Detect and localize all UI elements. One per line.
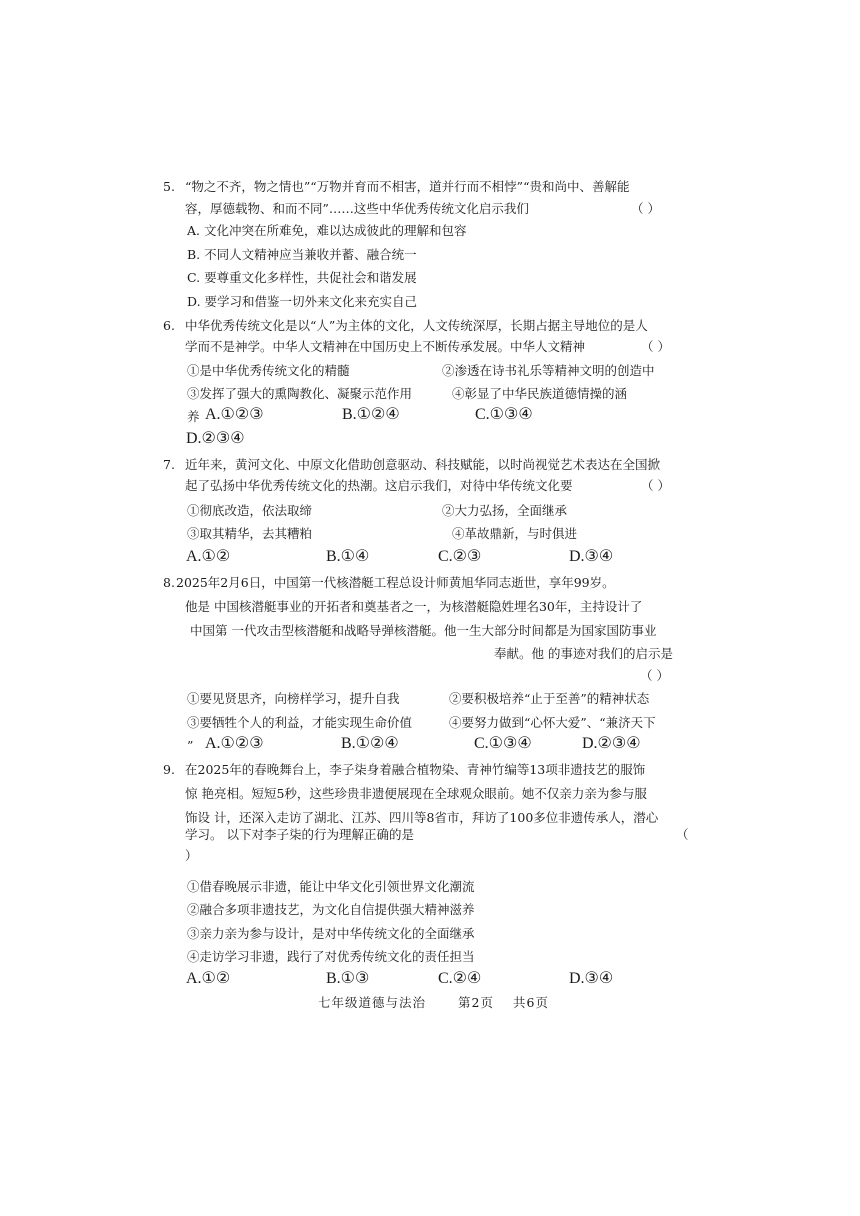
- question-number: 5.: [163, 179, 175, 194]
- answer-paren-close: ）: [185, 848, 198, 863]
- choice-d: D.③④: [569, 548, 614, 565]
- statement-2: ②渗透在诗书礼乐等精神文明的创造中: [442, 363, 655, 378]
- option-a: A. 文化冲突在所难免，难以达成彼此的理解和包容: [187, 223, 467, 238]
- choice-b: B.①④: [326, 548, 370, 565]
- footer-page-number: 第2页: [458, 995, 494, 1010]
- question-stem: 学习。 以下对李子柒的行为理解正确的是: [185, 827, 414, 842]
- answer-paren: （ ）: [631, 201, 660, 216]
- option-b: B. 不同人文精神应当兼收并蓄、融合统一: [187, 247, 417, 262]
- footer-subject: 七年级道德与法治: [318, 995, 427, 1010]
- question-stem: 2025年2月6日，中国第一代核潜艇工程总设计师黄旭华同志逝世，享年99岁。: [176, 575, 615, 590]
- statement-4-continued: ”: [187, 738, 194, 753]
- choice-d: D.②③④: [186, 430, 245, 447]
- choice-c: C.②④: [438, 970, 482, 987]
- choice-d: D.②③④: [582, 735, 641, 752]
- option-c: C. 要尊重文化多样性，共促社会和谐发展: [187, 270, 417, 285]
- choice-d: D.③④: [569, 970, 614, 987]
- question-stem: 惊 艳亮相。短短5秒，这些珍贵非遗便展现在全球观众眼前。她不仅亲力亲为参与服: [185, 786, 647, 801]
- statement-4: ④革故鼎新，与时俱进: [452, 526, 578, 541]
- statement-3: ③要牺牲个人的利益，才能实现生命价值: [187, 715, 413, 730]
- question-number: 7.: [163, 457, 175, 472]
- statement-1: ①借春晚展示非遗，能让中华文化引领世界文化潮流: [187, 879, 475, 894]
- question-stem: 学而不是神学。中华人文精神在中国历史上不断传承发展。中华人文精神: [185, 339, 586, 354]
- question-stem: 中华优秀传统文化是以“人”为主体的文化，人文传统深厚，长期占据主导地位的是人: [185, 318, 648, 333]
- statement-4: ④彰显了中华民族道德情操的涵: [452, 386, 628, 401]
- choice-c: C.②③: [438, 548, 482, 565]
- choice-b: B.①②④: [341, 735, 399, 752]
- choice-a: A.①②③: [205, 735, 264, 752]
- question-stem: 容，厚德载物、和而不同”……这些中华优秀传统文化启示我们: [185, 201, 529, 216]
- choice-c: C.①③④: [475, 406, 533, 423]
- question-stem: 奉献。他 的事迹对我们的启示是: [494, 646, 673, 661]
- question-stem: 在2025年的春晚舞台上，李子柒身着融合植物染、青神竹编等13项非遗技艺的服饰: [185, 762, 646, 777]
- answer-paren: （ ）: [640, 668, 669, 683]
- statement-3: ③亲力亲为参与设计，是对中华传统文化的全面继承: [187, 926, 475, 941]
- answer-paren-open: （: [676, 827, 689, 842]
- question-stem: 近年来，黄河文化、中原文化借助创意驱动、科技赋能，以时尚视觉艺术表达在全国掀: [185, 457, 661, 472]
- question-stem: 中国第 一代攻击型核潜艇和战略导弹核潜艇。他一生大部分时间都是为国家国防事业: [190, 623, 657, 638]
- choice-b: B.①②④: [342, 406, 400, 423]
- question-number: 8.: [163, 575, 175, 590]
- statement-2: ②大力弘扬，全面继承: [442, 503, 568, 518]
- footer-total-pages: 共6页: [513, 995, 549, 1010]
- statement-4: ④走访学习非遗，践行了对优秀传统文化的责任担当: [187, 949, 475, 964]
- choice-a: A.①②: [186, 970, 231, 987]
- statement-4-continued: 养: [187, 409, 200, 424]
- choice-a: A.①②③: [205, 406, 264, 423]
- question-stem: “物之不齐，物之情也”“万物并育而不相害，道并行而不相悖”“贵和尚中、善解能: [185, 179, 630, 194]
- statement-1: ①彻底改造，依法取缔: [187, 503, 313, 518]
- question-stem: 起了弘扬中华优秀传统文化的热潮。这启示我们，对待中华传统文化要: [185, 478, 573, 493]
- option-d: D. 要学习和借鉴一切外来文化来充实自己: [187, 294, 418, 309]
- statement-4: ④要努力做到“心怀大爱”、“兼济天下: [449, 715, 656, 730]
- question-stem: 饰设 计，还深入走访了湖北、江苏、四川等8省市，拜访了100多位非遗传承人，潜心: [185, 810, 659, 825]
- choice-c: C.①③④: [474, 735, 532, 752]
- statement-2: ②融合多项非遗技艺，为文化自信提供强大精神滋养: [187, 902, 475, 917]
- statement-1: ①要见贤思齐，向榜样学习，提升自我: [187, 691, 400, 706]
- statement-1: ①是中华优秀传统文化的精髓: [187, 363, 350, 378]
- question-number: 6.: [163, 318, 175, 333]
- answer-paren: （ ）: [641, 478, 670, 493]
- question-stem: 他是 中国核潜艇事业的开拓者和奠基者之一，为核潜艇隐姓埋名30年，主持设计了: [185, 599, 643, 614]
- statement-3: ③取其精华，去其糟粕: [187, 526, 313, 541]
- question-number: 9.: [163, 762, 175, 777]
- choice-b: B.①③: [326, 970, 370, 987]
- choice-a: A.①②: [186, 548, 231, 565]
- statement-2: ②要积极培养“止于至善”的精神状态: [449, 691, 650, 706]
- answer-paren: （ ）: [641, 339, 670, 354]
- statement-3: ③发挥了强大的熏陶教化、凝聚示范作用: [187, 386, 413, 401]
